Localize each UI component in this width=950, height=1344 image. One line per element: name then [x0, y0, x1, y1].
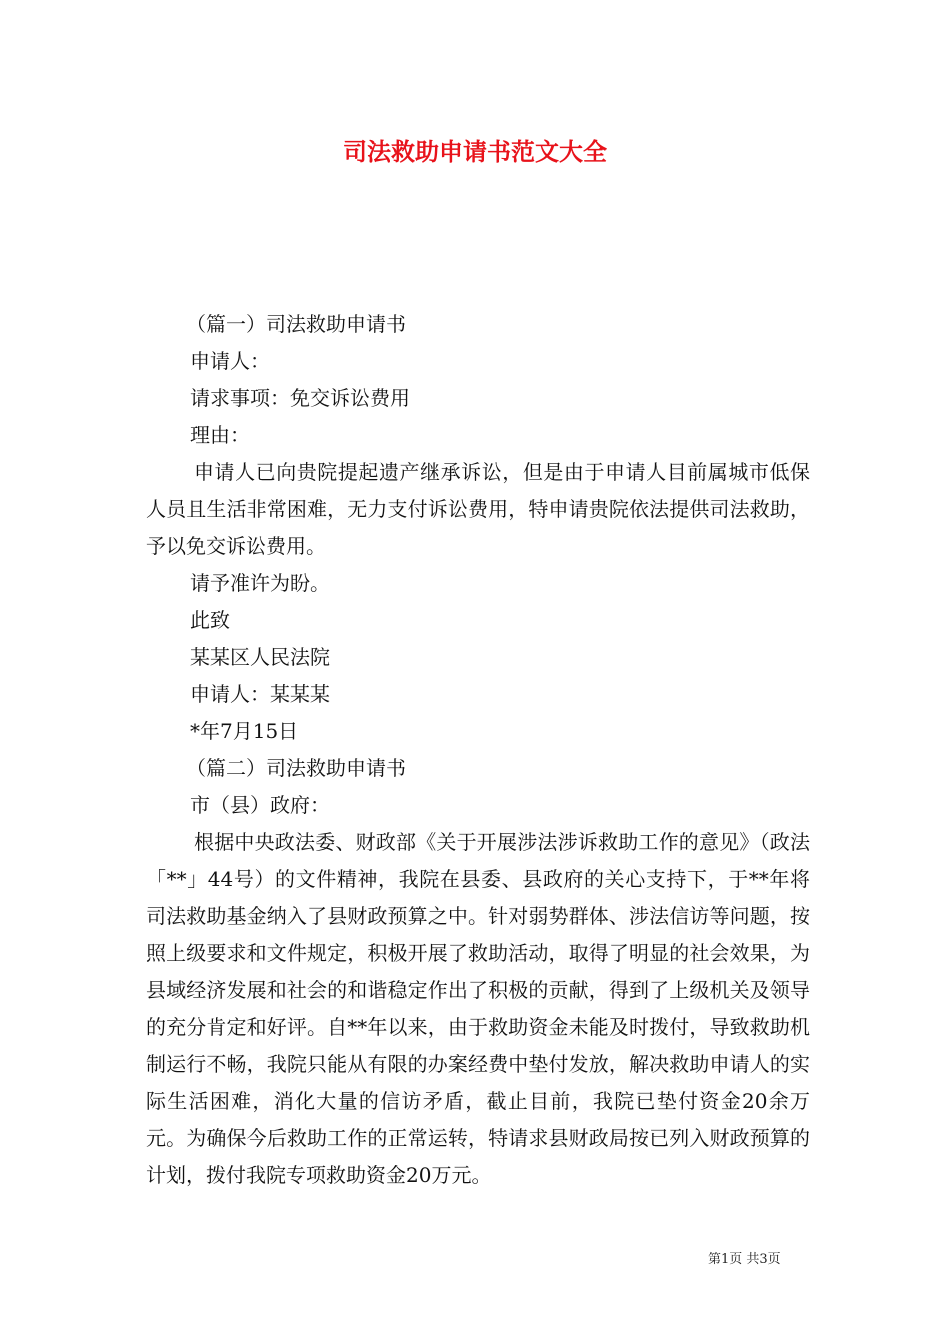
reason-paragraph: 申请人已向贵院提起遗产继承诉讼，但是由于申请人目前属城市低保人员且生活非常困难，无力支付诉讼费用，特申请贵院依法提供司法救助，予以免交诉讼费用。	[146, 460, 810, 558]
addressee: 市（县）政府：	[190, 793, 330, 817]
document-title: 司法救助申请书范文大全	[343, 137, 607, 166]
closing-request: 请予准许为盼。	[190, 571, 330, 595]
request-item: 请求事项：免交诉讼费用	[190, 386, 410, 410]
section-heading-2: （篇二）司法救助申请书	[186, 756, 406, 780]
section-heading-1: （篇一）司法救助申请书	[186, 312, 406, 336]
reason-label: 理由：	[190, 423, 250, 447]
applicant-signature: 申请人：某某某	[190, 682, 330, 706]
date-line: *年7月15日	[190, 719, 299, 743]
main-paragraph: 根据中央政法委、财政部《关于开展涉法涉诉救助工作的意见》（政法「**」44号）的文件精神，我院在县委、县政府的关心支持下，于**年将司法救助基金纳入了县财政预算之中。针对弱势群体、涉法信访等问题，按照上级要求和文件规定，积极开展了救助活动，取得了明显的社会效果，为县域经济发展和社会的和谐稳定作出了积极的贡献，得到了上级机关及领导的充分肯定和好评。自**年以来，由于救助资金未能及时拨付，导致救助机制运行不畅，我院只能从有限的办案经费中垫付发放，解决救助申请人的实际生活困难，消化大量的信访矛盾，截止目前，我院已垫付资金20余万元。为确保今后救助工作的正常运转，特请求县财政局按已列入财政预算的计划，拨付我院专项救助资金20万元。	[146, 830, 810, 1187]
salutation: 此致	[190, 608, 230, 632]
applicant-label: 申请人：	[190, 349, 270, 373]
document-body	[146, 306, 810, 1194]
recipient-court: 某某区人民法院	[190, 645, 330, 669]
page-number: 第1页 共3页	[708, 1252, 781, 1267]
